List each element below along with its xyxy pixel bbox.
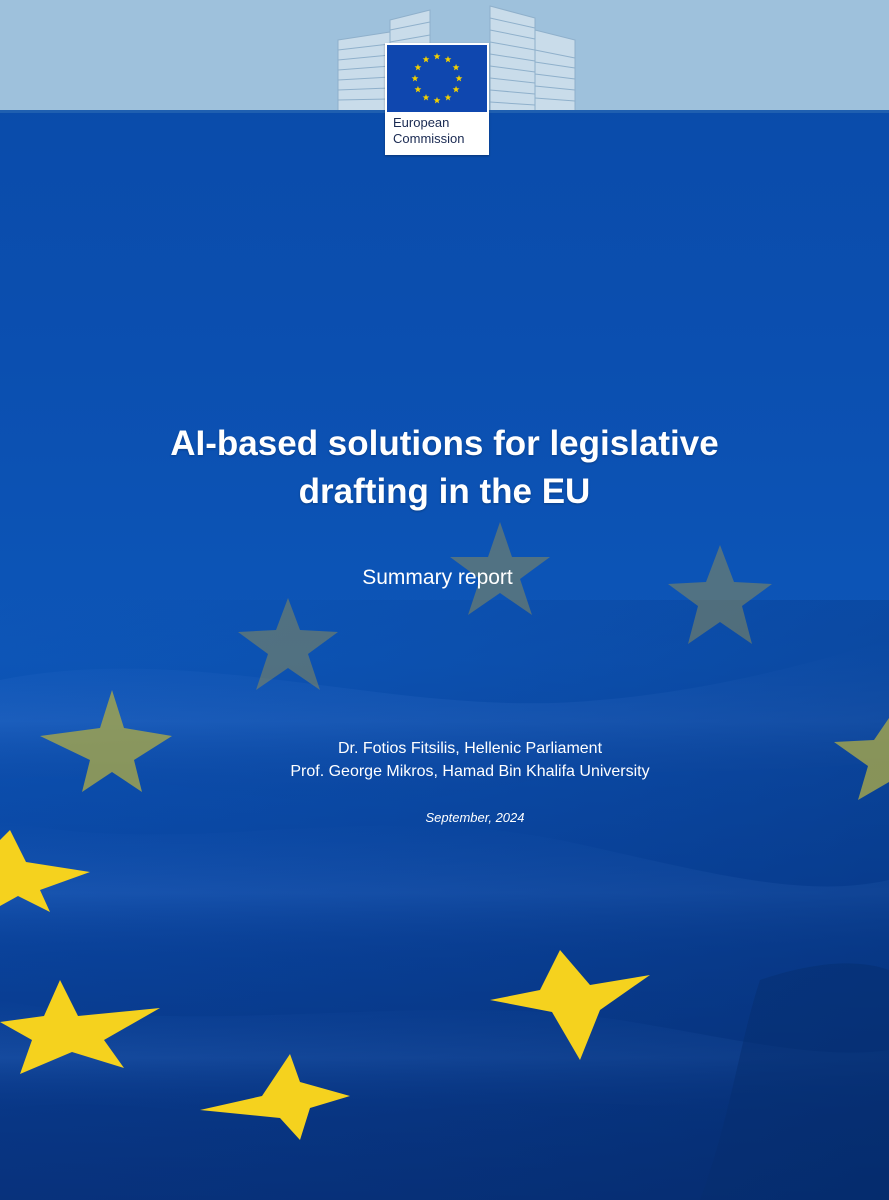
title-line-2: drafting in the EU	[298, 472, 591, 511]
logo-line-european: European	[393, 115, 450, 130]
publication-date: September, 2024	[425, 810, 525, 825]
authors-block	[230, 737, 710, 783]
report-title	[0, 420, 889, 516]
title-line-1: AI-based solutions for legislative	[170, 424, 719, 463]
report-subtitle: Summary report	[362, 566, 513, 589]
author-2: Prof. George Mikros, Hamad Bin Khalifa University	[290, 763, 650, 780]
european-commission-logo	[385, 43, 489, 155]
eu-stars-icon	[387, 45, 487, 112]
logo-line-commission: Commission	[393, 131, 465, 146]
author-1: Dr. Fotios Fitsilis, Hellenic Parliament	[337, 740, 603, 757]
